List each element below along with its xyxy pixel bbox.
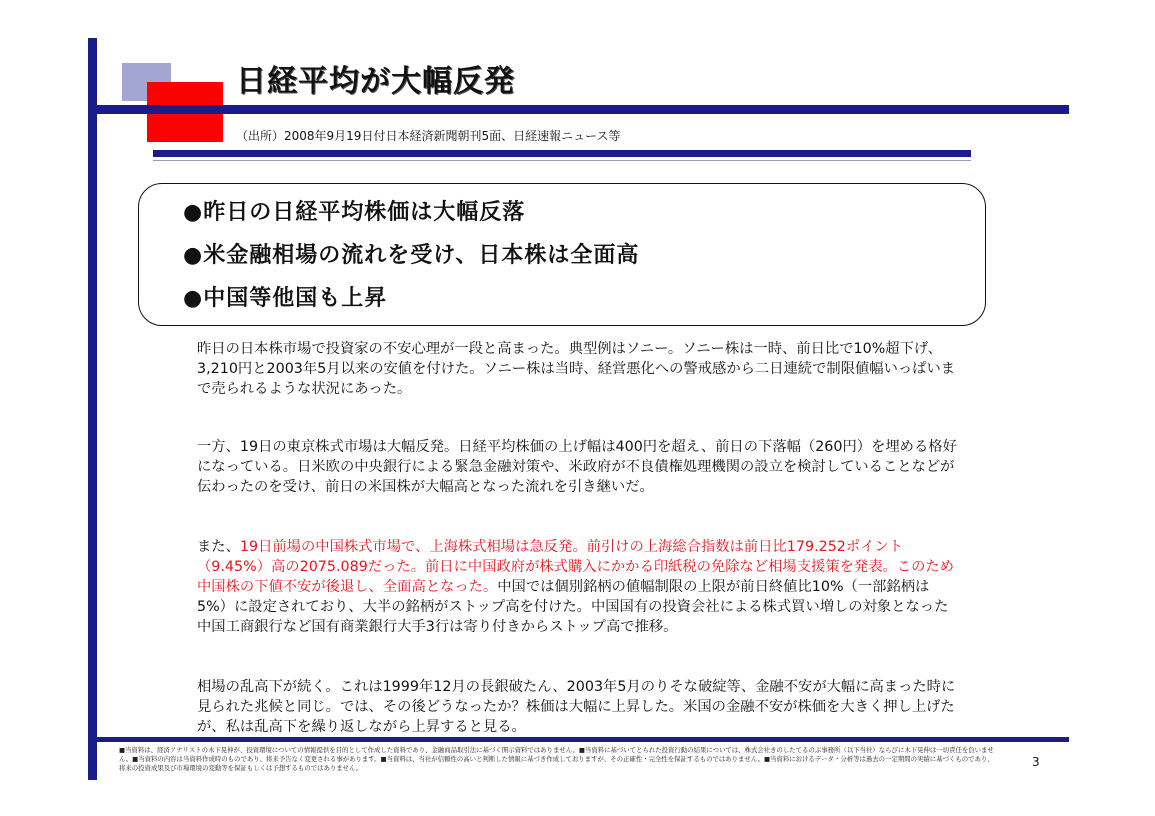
left-accent-bar — [88, 38, 97, 780]
paragraph-tokyo-market: 一方、19日の東京株式市場は大幅反発。日経平均株価の上げ幅は400円を超え、前日の下落幅（260円）を埋める格好になっている。日米欧の中央銀行による緊急金融対策や、米政府が不良債権処理機関の設立を検討していることなどが伝わったのを受け、前日の米国株が大幅高となった流れを引き継いだ。 — [197, 439, 957, 495]
summary-point-1: ●昨日の日経平均株価は大幅反落 — [183, 200, 526, 225]
page-title: 日経平均が大幅反発 — [236, 64, 515, 99]
summary-box — [138, 183, 986, 326]
paragraph-sony: 昨日の日本株市場で投資家の不安心理が一段と高まった。典型例はソニー。ソニー株は一時、前日比で10%超下げ、3,210円と2003年5月以来の安値を付けた。ソニー株は当時、経営悪化への警戒感から二日連続で制限値幅いっぱいまで売られるような状況にあった。 — [197, 341, 956, 397]
title-underline-rule — [97, 105, 1069, 114]
china-paragraph-rest: 中国では個別銘柄の値幅制限の上限が前日終値比10%（一部銘柄は5%）に設定されており、大半の銘柄がストップ高を付けた。中国国有の投資会社による株式買い増しの対象となった中国工商銀行など国有商業銀行大手3行は寄り付きからストップ高で推移。 — [197, 579, 949, 635]
summary-point-2: ●米金融相場の流れを受け、日本株は全面高 — [183, 243, 640, 268]
source-underline-rule — [153, 150, 971, 157]
page-number: 3 — [1032, 755, 1040, 769]
source-citation: （出所）2008年9月19日付日本経済新聞朝刊5面、日経速報ニュース等 — [236, 129, 621, 143]
china-paragraph-prefix: また、 — [197, 539, 240, 555]
paragraph-china-market — [197, 537, 957, 637]
source-underline-thin-rule — [153, 160, 971, 161]
china-paragraph-highlight: 19日前場の中国株式市場で、上海株式相場は急反発。前引けの上海総合指数は前日比179.252ポイント（9.45%）高の2075.089だった。前日に中国政府が株式購入にかかる印紙税の免除など相場支援策を発表。このため中国株の下値不安が後退し、全面高となった。 — [197, 539, 954, 595]
footer-rule — [97, 737, 1069, 742]
paragraph-outlook: 相場の乱高下が続く。これは1999年12月の長銀破たん、2003年5月のりそな破綻等、金融不安が大幅に高まった時に見られた兆候と同じ。では、その後どうなったか？株価は大幅に上昇した。米国の金融不安が株価を大きく押し上げたが、私は乱高下を繰り返しながら上昇すると見る。 — [197, 679, 956, 735]
summary-point-3: ●中国等他国も上昇 — [183, 286, 388, 311]
disclaimer-text: ■当資料は、経済アナリストの木下晃伸が、投資環境についての情報提供を目的として作成した資料であり、金融商品取引法に基づく開示資料ではありません。■当資料に基づいてとられた投資行動の結果については、株式会社きのしたてるのぶ事務所（以下当社）ならびに木下晃伸は一切責任を負いません。■当資料の内容は当資料作成時のものであり、将来予告なく変更される事があります。■当資料は、当社が信頼性の高いと判断した情報に基づき作成しておりますが、その正確性・完全性を保証するものではありません。■当資料におけるデータ・分析等は過去の一定期間の実績に基づくものであり、将来の投資成果及び市場環境の変動等を保証もしくは予想するものではありません。 — [119, 746, 994, 772]
